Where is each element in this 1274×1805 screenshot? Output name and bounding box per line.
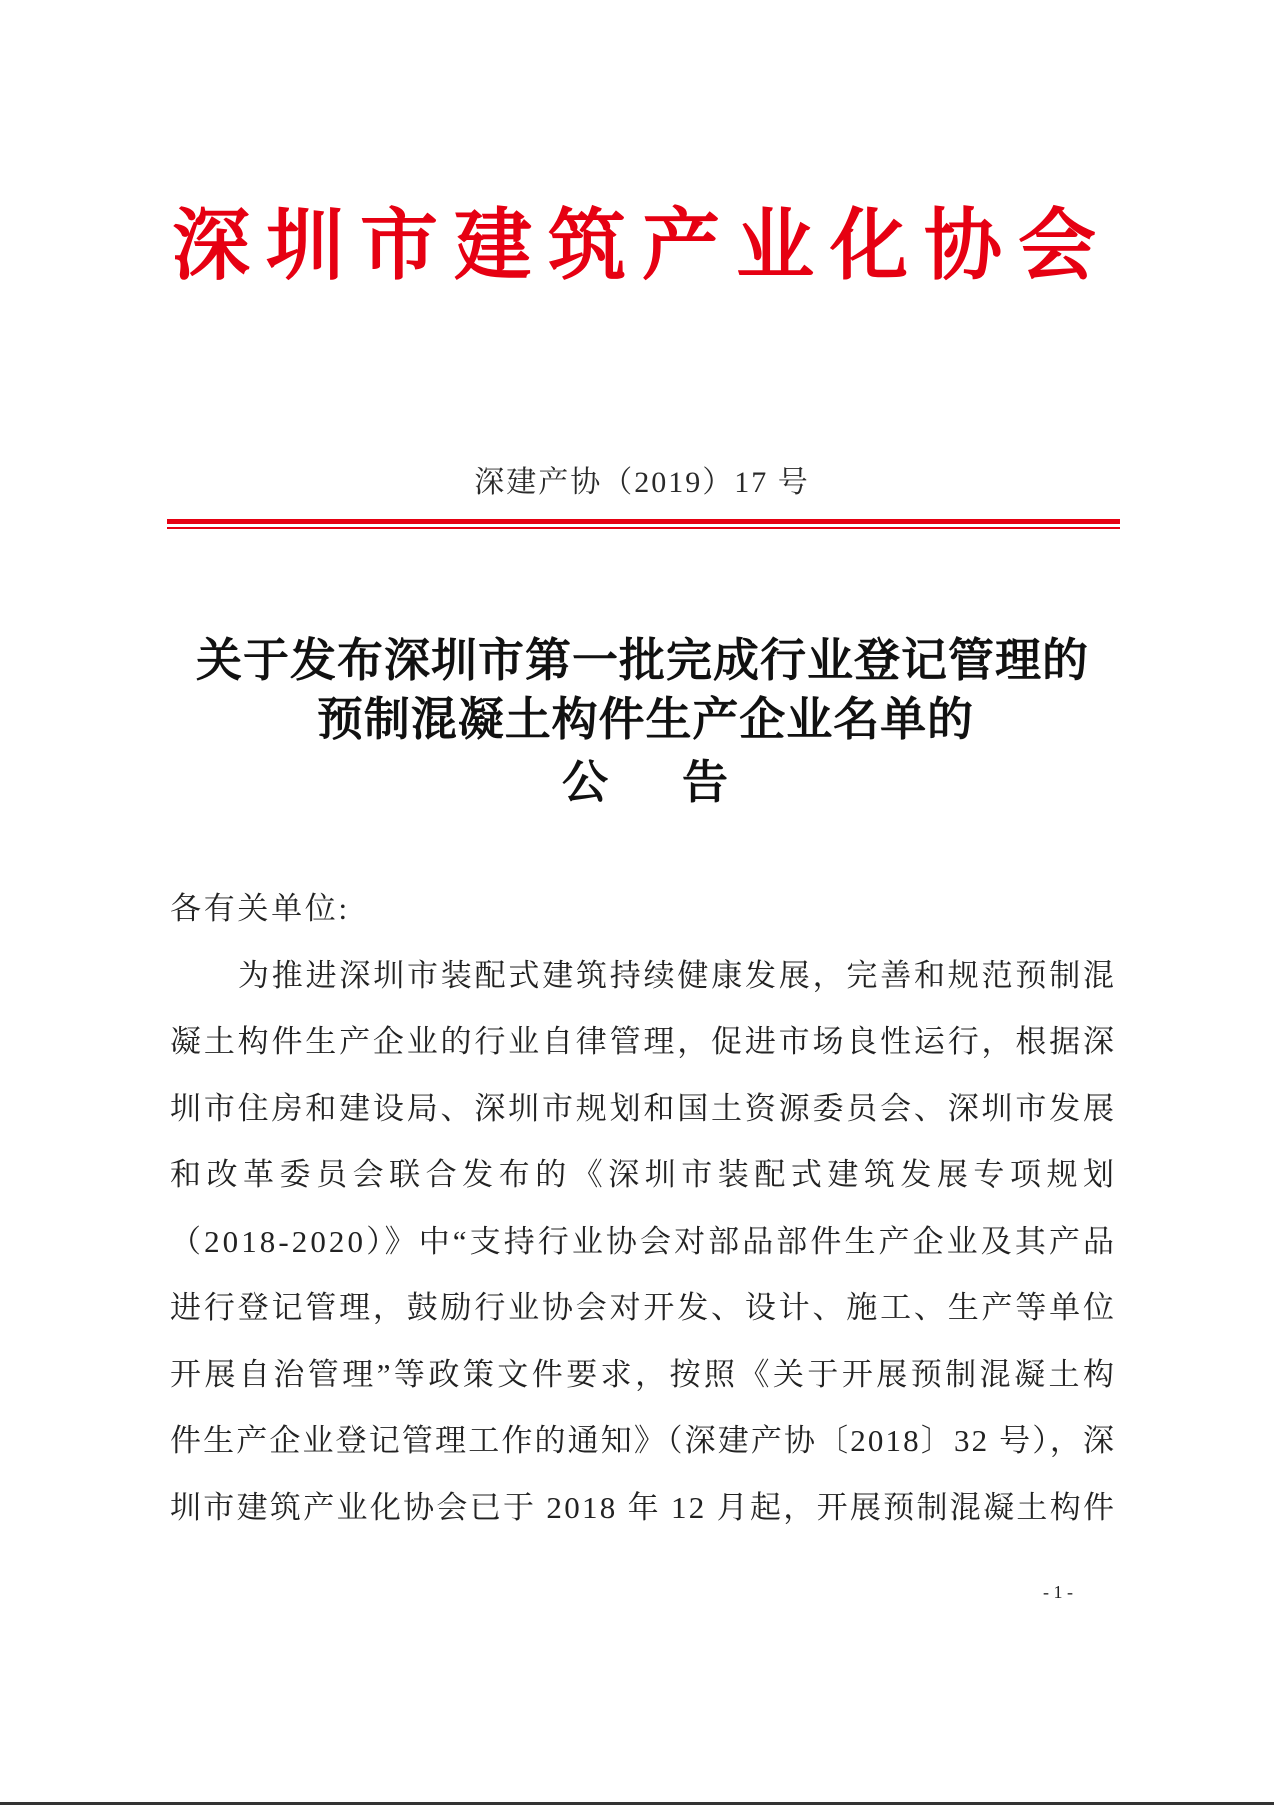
document-body: [170, 876, 1120, 1541]
salutation: 各有关单位:: [170, 891, 350, 926]
body-line: 件生产企业登记管理工作的通知》（深建产协〔2018〕32 号），深: [170, 1423, 1117, 1458]
page-number: - 1 -: [1043, 1582, 1073, 1602]
body-line: 为推进深圳市装配式建筑持续健康发展，完善和规范预制混: [238, 957, 1117, 993]
body-line: （2018-2020）》中“支持行业协会对部品部件生产企业及其产品: [170, 1223, 1118, 1259]
body-line: 圳市住房和建设局、深圳市规划和国土资源委员会、深圳市发展: [170, 1090, 1117, 1126]
title-line-3: 公 告: [562, 757, 722, 808]
document-number: 深建产协（2019）17 号: [474, 466, 810, 499]
body-line: 进行登记管理，鼓励行业协会对开发、设计、施工、生产等单位: [170, 1290, 1117, 1325]
body-line: 圳市建筑产业化协会已于 2018 年 12 月起，开展预制混凝土构件: [170, 1489, 1117, 1525]
title-line-2: 预制混凝土构件生产企业名单的: [317, 694, 974, 745]
title-line-1: 关于发布深圳市第一批完成行业登记管理的: [196, 635, 1089, 686]
red-rule-thin: [167, 527, 1120, 529]
body-line: 开展自治管理”等政策文件要求，按照《关于开展预制混凝土构: [170, 1356, 1118, 1392]
body-line: 凝土构件生产企业的行业自律管理，促进市场良性运行，根据深: [170, 1024, 1117, 1059]
letterhead-org-name: 深圳市建筑产业化协会: [172, 202, 1112, 289]
red-rule-thick: [167, 519, 1120, 524]
body-line: 和改革委员会联合发布的《深圳市装配式建筑发展专项规划: [170, 1157, 1120, 1192]
